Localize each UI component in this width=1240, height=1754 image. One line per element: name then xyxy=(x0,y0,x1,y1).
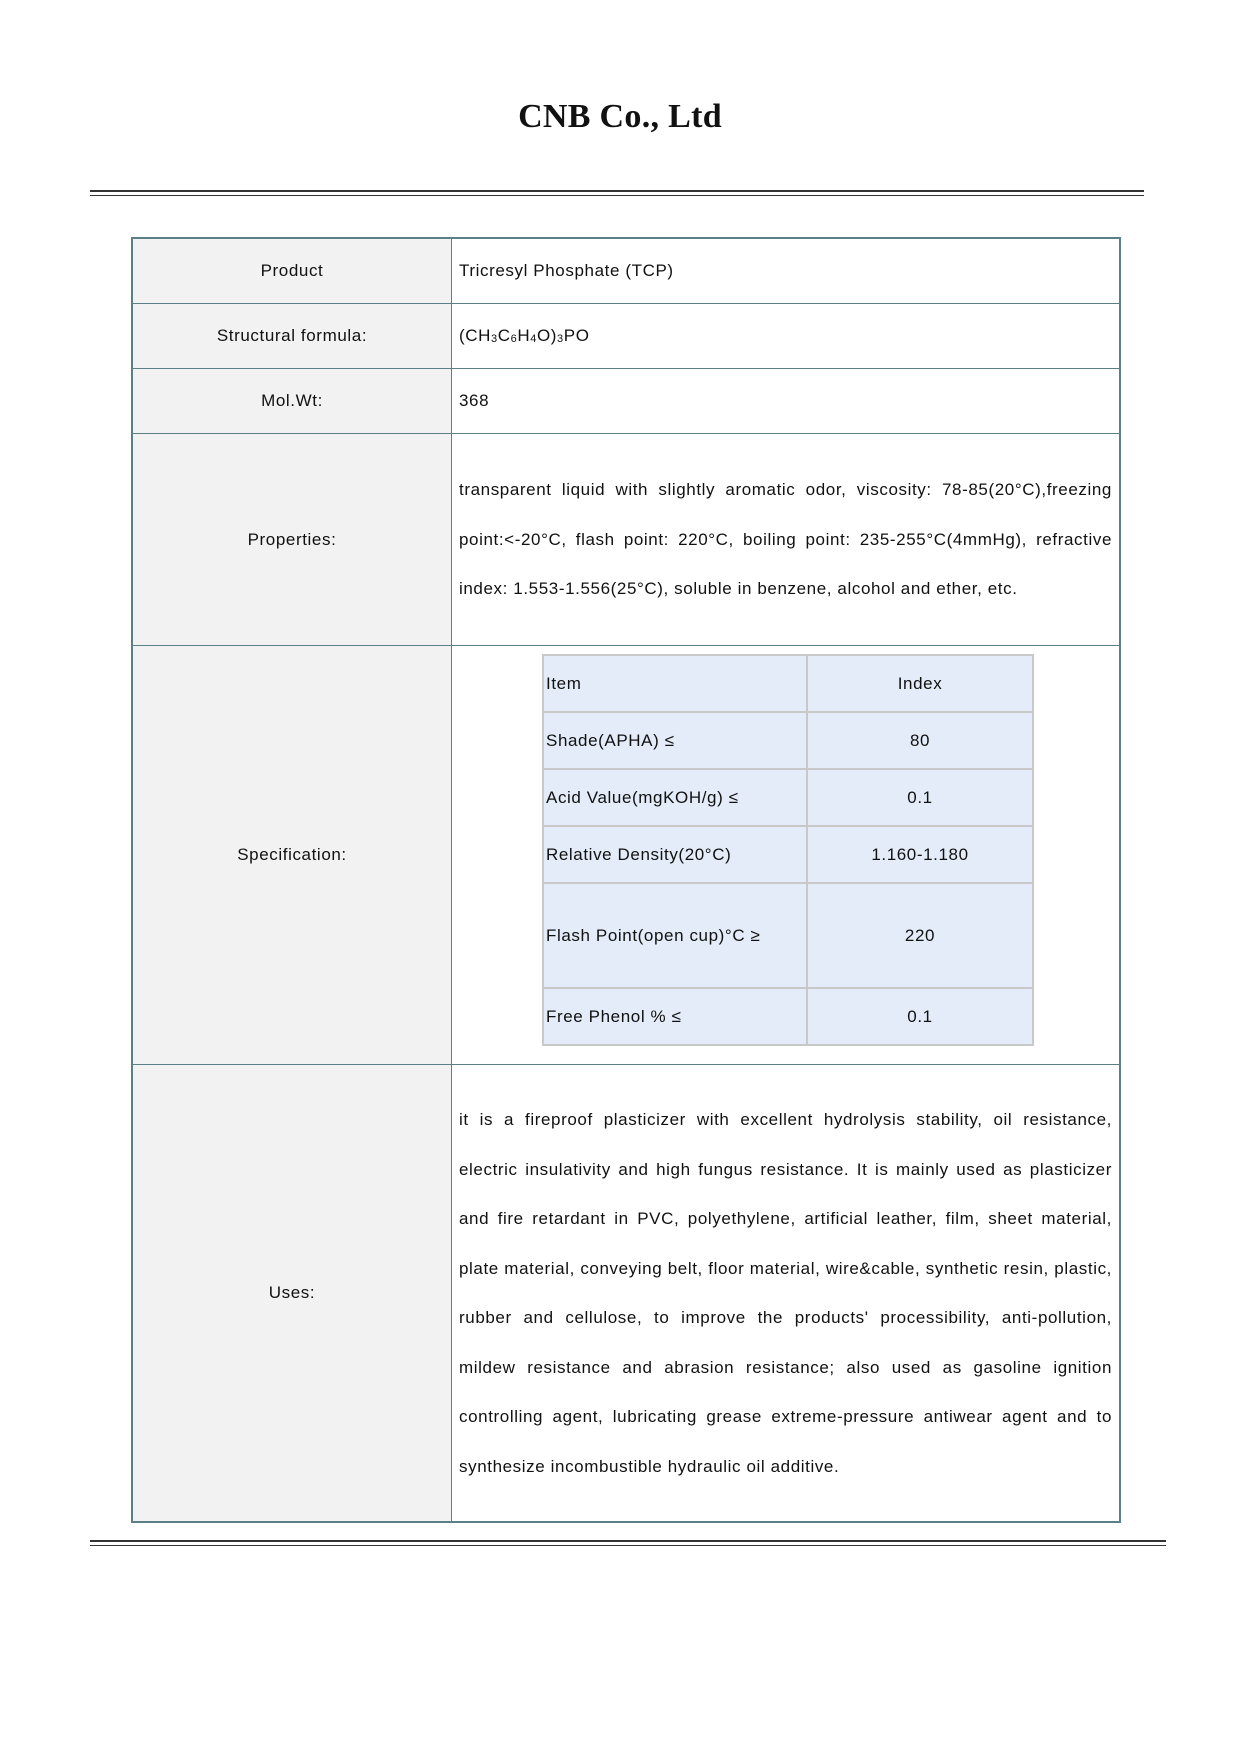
table-row-uses xyxy=(132,1065,1120,1523)
uses-label: Uses: xyxy=(132,1065,452,1523)
bottom-divider xyxy=(90,1540,1166,1546)
uses-value: it is a fireproof plasticizer with excellent hydrolysis stability, oil resistance, electric insulativity and high fungus resistance. It is mainly used as plasticizer and fire retardant in PVC, polyethylene, artificial leather, film, sheet material, plate material, conveying belt, floor material, wire&cable, synthetic resin, plastic, rubber and cellulose, to improve the products' processibility, anti-pollution, mildew resistance and abrasion resistance; also used as gasoline ignition controlling agent, lubricating grease extreme-pressure antiwear agent and to synthesize incombustible hydraulic oil additive. xyxy=(452,1065,1121,1523)
formula-part: PO xyxy=(563,326,590,345)
spec-row xyxy=(543,883,1033,988)
formula-subscript: 4 xyxy=(530,333,537,345)
formula-part: (CH xyxy=(459,326,492,345)
table-row-product xyxy=(132,238,1120,304)
properties-value: transparent liquid with slightly aromatic odor, viscosity: 78-85(20°C),freezing point:<-20°C, flash point: 220°C, boiling point: 235-255°C(4mmHg), refractive index: 1.553-1.556(25°C), soluble in benzene, alcohol and ether, etc. xyxy=(452,434,1121,646)
product-label: Product xyxy=(132,238,452,304)
spec-index: 80 xyxy=(807,712,1033,769)
properties-label: Properties: xyxy=(132,434,452,646)
specification-table xyxy=(542,654,1034,1046)
spec-row xyxy=(543,712,1033,769)
spec-index: 0.1 xyxy=(807,988,1033,1045)
product-spec-table xyxy=(131,237,1121,1523)
spec-item: Flash Point(open cup)°C ≥ xyxy=(543,883,807,988)
spec-item: Acid Value(mgKOH/g) ≤ xyxy=(543,769,807,826)
spec-item: Shade(APHA) ≤ xyxy=(543,712,807,769)
top-divider xyxy=(90,190,1144,196)
spec-index: 0.1 xyxy=(807,769,1033,826)
spec-row xyxy=(543,826,1033,883)
table-row-molwt xyxy=(132,369,1120,434)
formula-part: C xyxy=(497,326,511,345)
spec-row xyxy=(543,769,1033,826)
formula-subscript: 3 xyxy=(491,333,498,345)
spec-row xyxy=(543,988,1033,1045)
product-value: Tricresyl Phosphate (TCP) xyxy=(452,238,1121,304)
formula-label: Structural formula: xyxy=(132,304,452,369)
company-title: CNB Co., Ltd xyxy=(518,98,722,135)
molwt-value: 368 xyxy=(452,369,1121,434)
spec-header-index: Index xyxy=(807,655,1033,712)
spec-index: 1.160-1.180 xyxy=(807,826,1033,883)
spec-item: Relative Density(20°C) xyxy=(543,826,807,883)
molwt-label: Mol.Wt: xyxy=(132,369,452,434)
table-row-properties xyxy=(132,434,1120,646)
table-row-specification xyxy=(132,646,1120,1065)
specification-value xyxy=(452,646,1121,1065)
spec-index: 220 xyxy=(807,883,1033,988)
formula-subscript: 6 xyxy=(510,333,518,345)
table-row-formula xyxy=(132,304,1120,369)
specification-label: Specification: xyxy=(132,646,452,1065)
formula-part: H xyxy=(517,326,531,345)
formula-part: O) xyxy=(536,326,558,345)
formula-subscript: 3 xyxy=(557,333,564,345)
spec-header-item: Item xyxy=(543,655,807,712)
formula-value xyxy=(452,304,1121,369)
spec-header-row xyxy=(543,655,1033,712)
spec-item: Free Phenol % ≤ xyxy=(543,988,807,1045)
